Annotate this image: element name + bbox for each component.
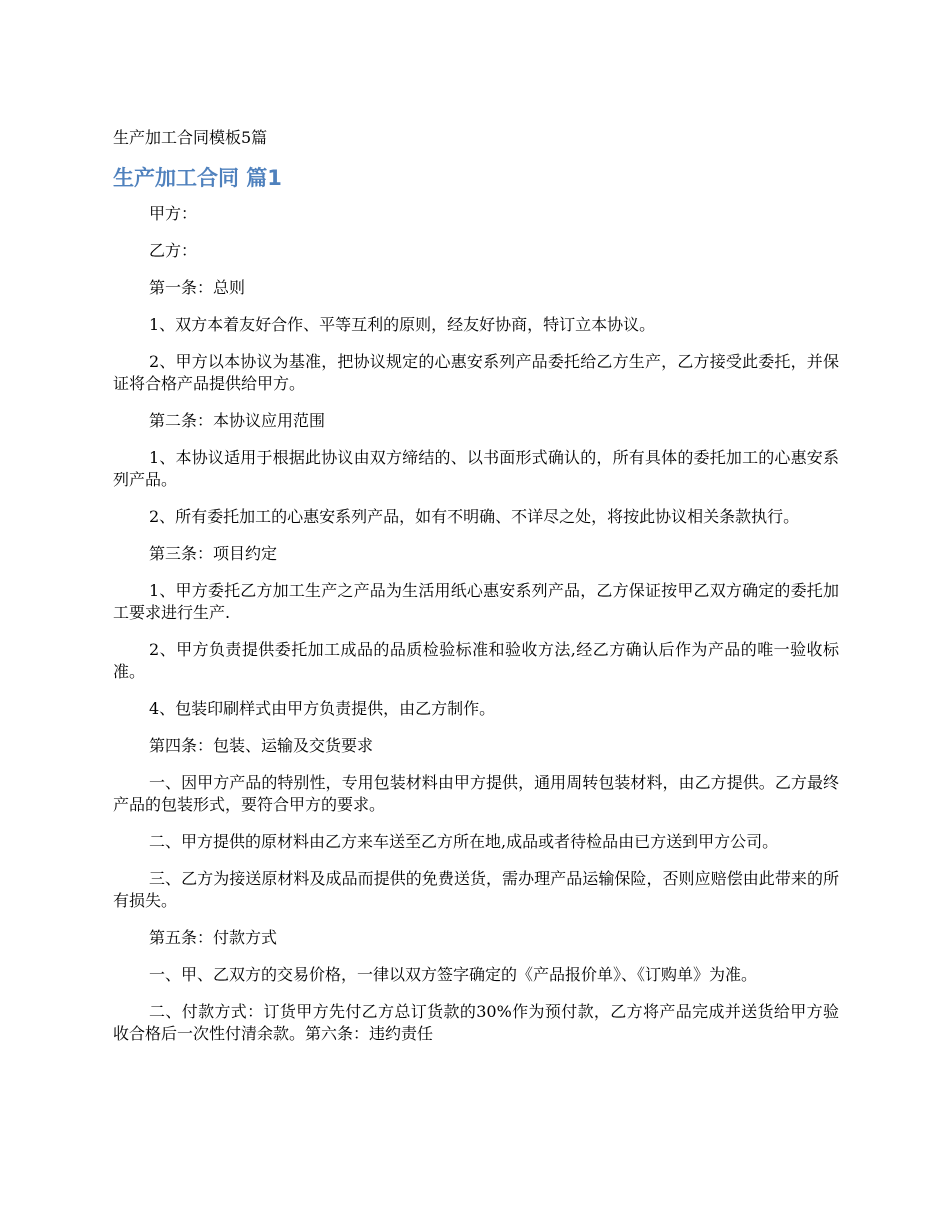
paragraph-party-b: 乙方： — [149, 241, 198, 260]
paragraph-article-5-item-1: 一、甲、乙双方的交易价格，一律以双方签字确定的《产品报价单》、《订购单》为准。 — [149, 965, 758, 984]
paragraph-article-2-item-2: 2、所有委托加工的心惠安系列产品，如有不明确、不详尽之处，将按此协议相关条款执行。 — [149, 507, 800, 526]
paragraph-article-1-item-1: 1、双方本着友好合作、平等互利的原则，经友好协商，特订立本协议。 — [149, 315, 656, 334]
paragraph-article-2-heading: 第二条：本协议应用范围 — [149, 411, 326, 430]
paragraph-article-2-item-1: 1、本协议适用于根据此协议由双方缔结的、以书面形式确认的，所有具体的委托加工的心惠安系列产品。 — [113, 448, 839, 489]
paragraph-article-1-heading: 第一条：总则 — [149, 278, 246, 297]
paragraph-article-1-item-2: 2、甲方以本协议为基准，把协议规定的心惠安系列产品委托给乙方生产，乙方接受此委托，并保证将合格产品提供给甲方。 — [113, 352, 839, 393]
paragraph-party-a: 甲方： — [149, 204, 198, 223]
paragraph-article-3-item-2: 2、甲方负责提供委托加工成品的品质检验标准和验收方法,经乙方确认后作为产品的唯一验收标准。 — [113, 640, 839, 681]
paragraph-article-4-heading: 第四条：包装、运输及交货要求 — [149, 736, 374, 755]
paragraph-article-4-item-3: 三、乙方为接送原材料及成品而提供的免费送货，需办理产品运输保险，否则应赔偿由此带来的所有损失。 — [113, 869, 839, 910]
document-title: 生产加工合同模板5篇 — [113, 128, 268, 147]
paragraph-article-4-item-2: 二、甲方提供的原材料由乙方来车送至乙方所在地,成品或者待检品由已方送到甲方公司。 — [149, 832, 779, 851]
paragraph-article-5-heading: 第五条：付款方式 — [149, 928, 278, 947]
paragraph-article-3-item-4: 4、包装印刷样式由甲方负责提供，由乙方制作。 — [149, 699, 496, 718]
paragraph-article-5-item-2: 二、付款方式：订货甲方先付乙方总订货款的30%作为预付款，乙方将产品完成并送货给甲方验收合格后一次性付清余款。第六条：违约责任 — [113, 1002, 839, 1043]
paragraph-article-4-item-1: 一、因甲方产品的特别性，专用包装材料由甲方提供，通用周转包装材料，由乙方提供。乙方最终产品的包装形式，要符合甲方的要求。 — [113, 773, 839, 814]
document-body — [113, 203, 839, 1060]
paragraph-article-3-heading: 第三条：项目约定 — [149, 544, 278, 563]
section-heading: 生产加工合同 篇1 — [113, 166, 282, 190]
paragraph-article-3-item-1: 1、甲方委托乙方加工生产之产品为生活用纸心惠安系列产品，乙方保证按甲乙双方确定的委托加工要求进行生产. — [113, 581, 839, 622]
